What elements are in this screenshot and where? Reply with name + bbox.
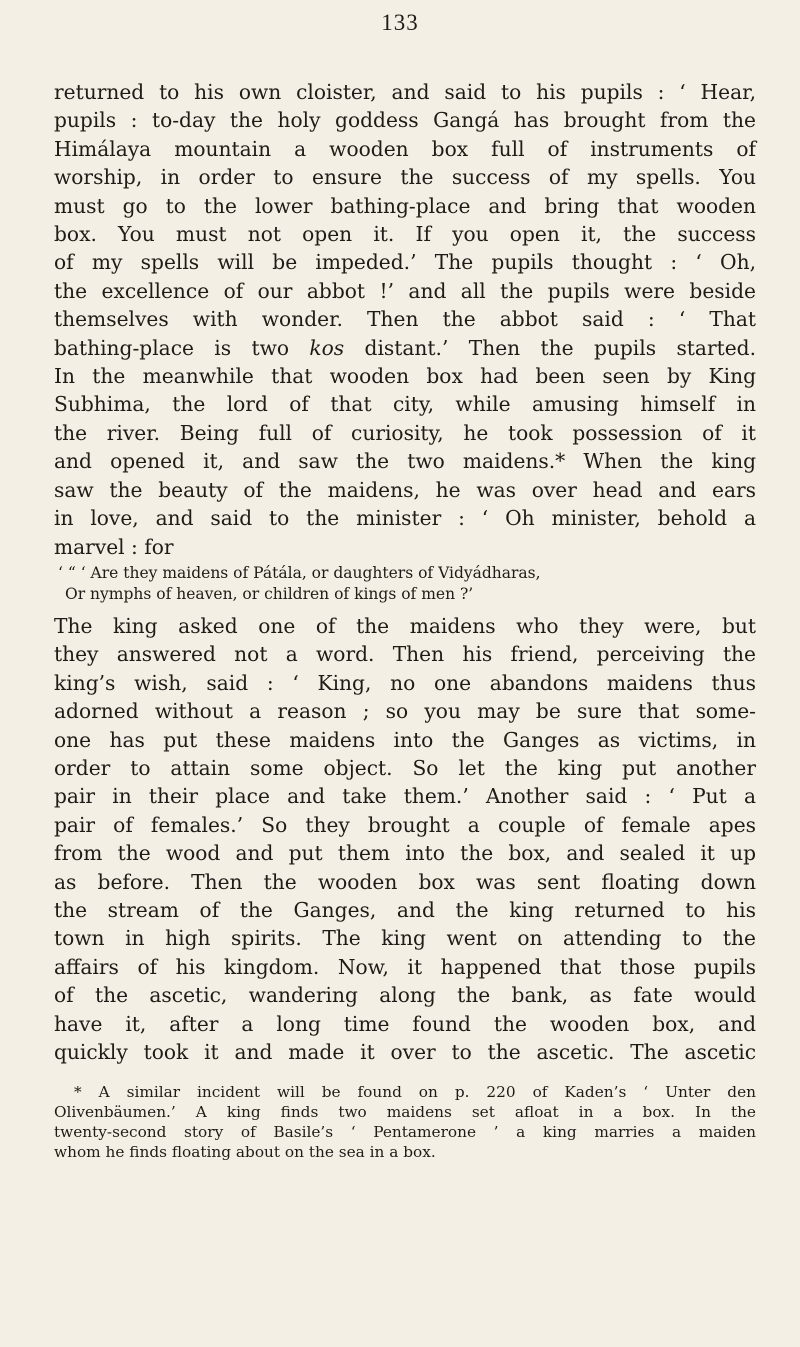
text-line: as before. Then the wooden box was sent floating down <box>54 869 756 894</box>
text-line: the excellence of our abbot !’ and all the pupils were beside <box>54 278 756 303</box>
paragraph-1 <box>54 78 756 561</box>
text-line: pair of females.’ So they brought a couple of female apes <box>54 812 756 837</box>
text-line: bathing-place is two kos distant.’ Then the pupils started. <box>54 335 757 360</box>
text-line: pupils : to-day the holy goddess Gangá has brought from the <box>54 108 756 133</box>
text-line: king’s wish, said : ‘ King, no one abandons maidens thus <box>54 670 756 695</box>
text-line: Subhima, the lord of that city, while amusing himself in <box>54 392 756 417</box>
text-line: quickly took it and made it over to the ascetic. The ascetic <box>54 1040 756 1065</box>
verse-line: Or nymphs of heaven, or children of kings of men ?’ <box>65 585 474 603</box>
text-line: and opened it, and saw the two maidens.* When the king <box>54 449 756 474</box>
footnote <box>54 1082 756 1162</box>
verse-line: ‘ “ ‘ Are they maidens of Pátála, or daughters of Vidyádharas, <box>58 564 541 582</box>
text-line: of my spells will be impeded.’ The pupils thought : ‘ Oh, <box>54 250 756 275</box>
text-line: they answered not a word. Then his friend, perceiving the <box>54 642 756 667</box>
text-line: worship, in order to ensure the success of my spells. You <box>54 165 756 190</box>
text-line: returned to his own cloister, and said to his pupils : ‘ Hear, <box>54 80 756 104</box>
footnote-line: Olivenbäumen.’ A king finds two maidens set afloat in a box. In the <box>54 1103 756 1121</box>
paragraph-2 <box>54 612 756 1067</box>
footnote-line: twenty-second story of Basile’s ‘ Pentamerone ’ a king marries a maiden <box>54 1123 756 1141</box>
text-line: have it, after a long time found the wooden box, and <box>54 1011 756 1036</box>
text-line: In the meanwhile that wooden box had been seen by King <box>54 364 756 389</box>
text-line: the river. Being full of curiosity, he took possession of it <box>54 420 756 445</box>
text-line: marvel : for <box>54 534 174 559</box>
text-line: order to attain some object. So let the king put another <box>54 756 756 781</box>
footnote-line: * A similar incident will be found on p. 220 of Kaden’s ‘ Unter den <box>74 1083 756 1101</box>
text-line: adorned without a reason ; so you may be sure that some- <box>54 699 756 724</box>
text-line: in love, and said to the minister : ‘ Oh minister, behold a <box>54 506 756 531</box>
text-line: of the ascetic, wandering along the bank, as fate would <box>54 983 756 1008</box>
text-line: must go to the lower bathing-place and bring that wooden <box>54 193 756 218</box>
text-line: town in high spirits. The king went on attending to the <box>54 926 756 951</box>
text-line: pair in their place and take them.’ Another said : ‘ Put a <box>54 784 756 809</box>
text-line: Himálaya mountain a wooden box full of instruments of <box>54 136 756 161</box>
footnote-line: whom he finds floating about on the sea in a box. <box>54 1143 436 1161</box>
text-line: one has put these maidens into the Ganges as victims, in <box>54 727 756 752</box>
text-line: the stream of the Ganges, and the king returned to his <box>54 898 756 923</box>
text-line: saw the beauty of the maidens, he was over head and ears <box>54 477 756 502</box>
text-line: box. You must not open it. If you open it, the success <box>54 222 756 247</box>
page-number: 133 <box>381 10 419 35</box>
verse-quotation <box>54 563 756 605</box>
text-line: affairs of his kingdom. Now, it happened that those pupils <box>54 954 756 979</box>
text-line: The king asked one of the maidens who they were, but <box>54 614 756 638</box>
text-line: from the wood and put them into the box, and sealed it up <box>54 841 756 866</box>
text-line: themselves with wonder. Then the abbot said : ‘ That <box>54 307 756 332</box>
italic-term: kos <box>309 335 345 360</box>
